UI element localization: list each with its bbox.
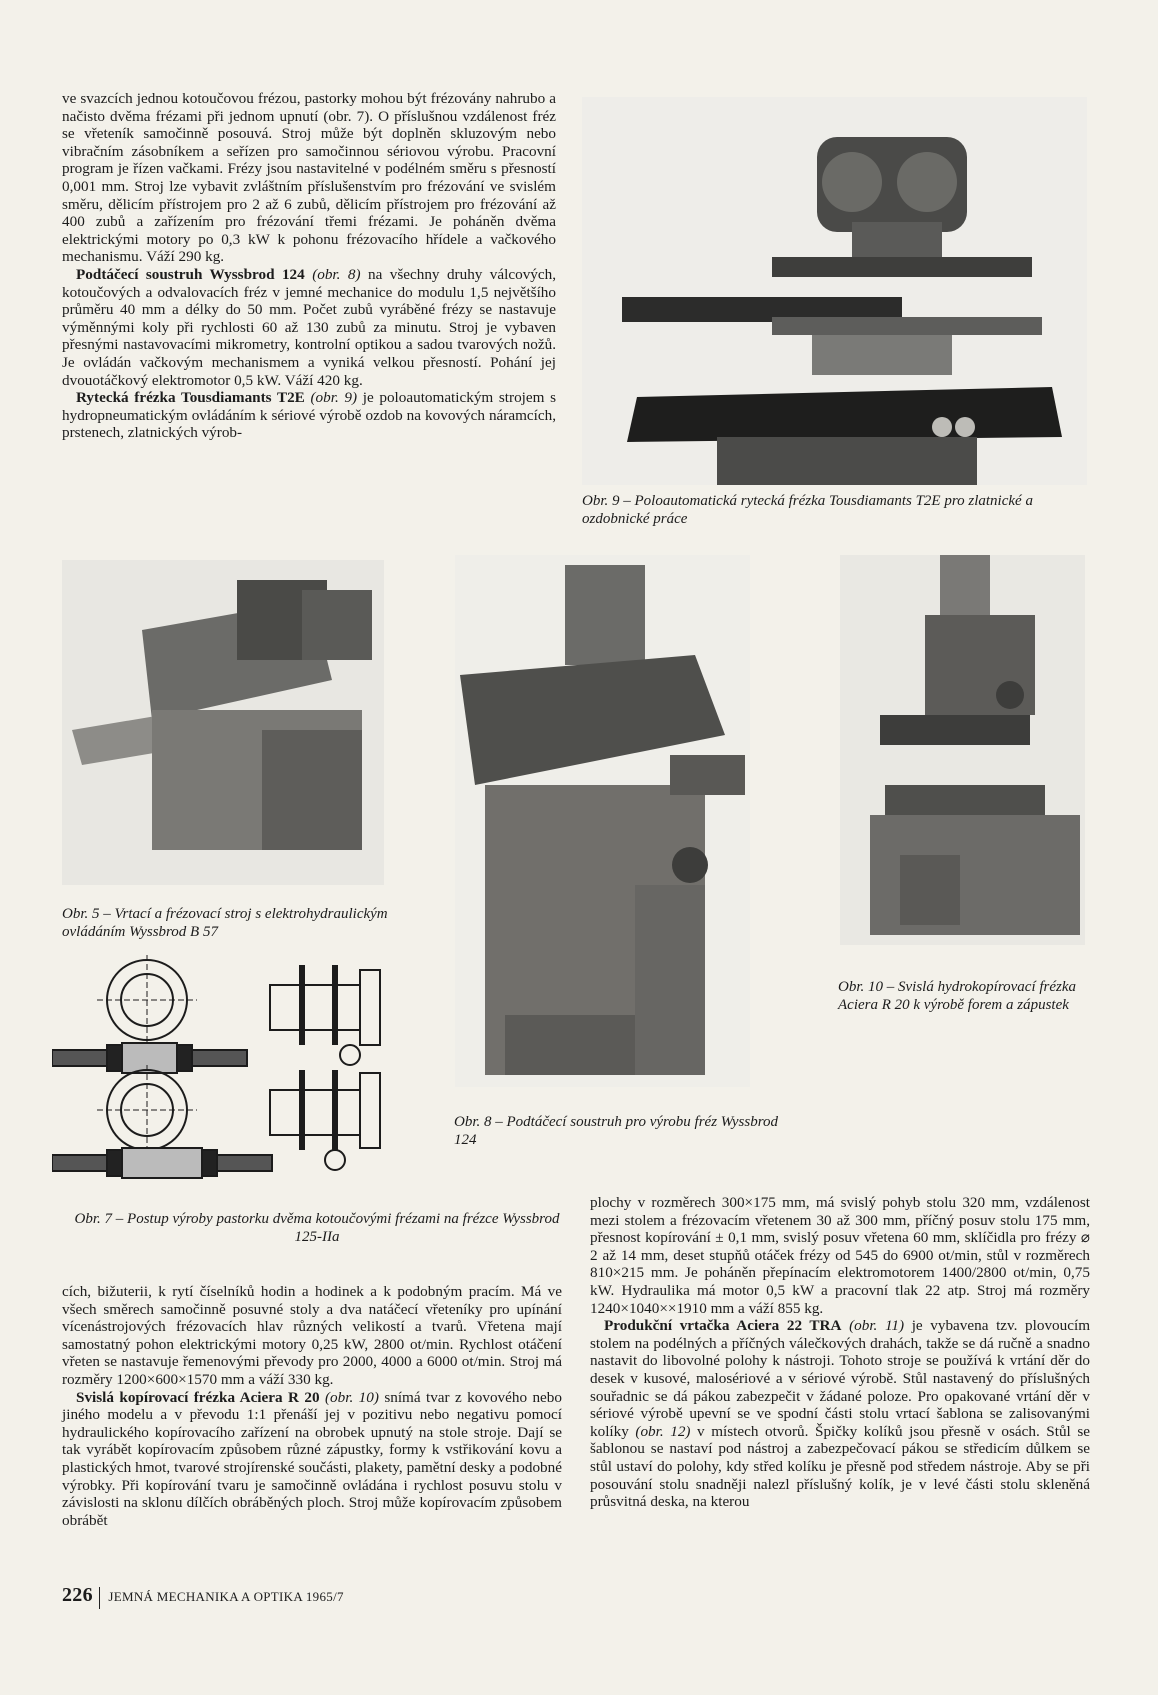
figure-reference: (obr. 11) [849,1317,905,1335]
journal-name: JEMNÁ MECHANIKA A OPTIKA 1965/7 [108,1589,344,1604]
paragraph: ve svazcích jednou kotoučovou frézou, pastorky mohou být frézovány nahrubo a načisto dvěma frézami při jednom upnutí (obr. 7). O příslušnou vzdálenost fréz se vřeteník samočinně posouvá. Stroj může být doplněn skluzovým nebo vibračním zásobníkem a seřízen pro samočinnou sériovou výrobu. Pracovní program je řízen vačkami. Frézy jsou nastavitelné v podélném směru s přesností 0,001 mm. Stroj lze vybavit zvláštním příslušenstvím pro frézování ve svislém směru, dělicím přístrojem pro 2 až 6 zubů, dělicím přístrojem pro frézování až 400 zubů a zařízením pro frézování třemi frézami. Je poháněn dvěma elektrickými motory po 0,3 kW k pohonu frézovacího hřídele a vačkového mechanismu. Váží 290 kg. [62,90,556,266]
figure-10-photo [840,555,1085,945]
figure-reference: (obr. 9) [310,389,358,407]
figure-7-caption: Obr. 7 – Postup výroby pastorku dvěma kotoučovými frézami na frézce Wyssbrod 125-IIa [74,1211,560,1245]
figure-10-caption: Obr. 10 – Svislá hydrokopírovací frézka Aciera R 20 k výrobě forem a zápustek [838,979,1077,1013]
paragraph [62,1389,562,1530]
figure-reference: (obr. 10) [324,1388,379,1406]
page-footer [62,1584,344,1609]
paragraph-body: je poloautomatickým strojem s hydropneumatickým ovládáním k sériové výrobě ozdob na kovových náramcích, prstenech, zlatnických výrob- [62,389,557,442]
figure-8-caption: Obr. 8 – Podtáčecí soustruh pro výrobu fréz Wyssbrod 124 [454,1114,779,1148]
paragraph: plochy v rozměrech 300×175 mm, má svislý pohyb stolu 320 mm, vzdálenost mezi stolem a frézovacím vřetenem 30 až 300 mm, příčný posuv stolu 175 mm, přesnost kopírování ± 0,1 mm, svislý posuv vřetena 60 mm, sklíčidla pro frézy ⌀ 2 až 14 mm, deset stupňů otáček frézy od 545 do 6900 ot/min, stůl v rozměrech 810×215 mm. Je poháněn přepínacím elektromotorem 1400/2800 ot/min, 0,75 kW. Hydraulika má motor 0,5 kW a pracovní tlak 22 atp. Stroj má rozměry 1240×1040××1910 mm a váží 855 kg. [590,1194,1090,1317]
page-number: 226 [62,1584,93,1606]
paragraph-body: na všechny druhy válcových, kotoučových a odvalovacích fréz v jemné mechanice do modulu 1,5 největšího průměru 40 mm a délky do 50 mm. Počet zubů vyráběné frézy se nastavuje výměnnými koly při rychlosti 60 až 130 zubů za minutu. Stroj je vybaven přesnými nastavovacími mikrometry, kontrolní optikou a sadou tvarových nožů. Je ovládán vačkovým mechanismem a vyniká velkou přesností. Pohání jej dvouotáčkový elektromotor 0,5 kW. Váží 420 kg. [62,265,557,389]
paragraph: cích, bižuterii, k rytí číselníků hodin a hodinek a k podobným pracím. Má ve všech směrech samočinně posuvné stoly a dva natáčecí vřeteníky pro upínání vícenástrojových frézovacích hlav různých velikostí a tvarů. Vřetena mají samostatný pohon elektrickými motory 0,25 kW, 2800 ot/min. Rychlost otáčení vřeten se nastavuje řemenovými převody pro 2000, 4000 a 6000 ot/min. Stroj má rozměry 1200×600×1570 mm a váží 330 kg. [62,1283,562,1388]
paragraph-body: je vybavena tzv. plovoucím stolem na podélných a příčných válečkových drahách, takže se dá ručně a snadno nastavit do libovolné polohy k nástroji. Tohoto stroje se používá k vrtání děr do desek v kusové, malosériové a v sériové výrobě. Stůl nastavený do příslušných souřadnic se dá pákou zabezpečit v žádané poloze. Pro opakované vrtání děr v sériové výrobě upevní se ve spodní části stolu vrtací šablona se zalisovanými kolíky [590,1317,1091,1440]
figure-5-photo [62,560,384,885]
figure-reference: (obr. 12) [635,1422,691,1440]
article-text-top [62,90,556,442]
machine-title: Podtáčecí soustruh Wyssbrod 124 [76,265,305,283]
paragraph-body: snímá tvar z kovového nebo jiného modelu a v převodu 1:1 přenáší jej v pozitivu nebo negativu pomocí hydraulického kopírovacího zařízení na obrobek upnutý na stole stroje. Dají se tak vyrábět kopírovacím způsobem různé zápustky, formy k vstřikování kovu a plastických hmot, tvarové strojírenské součásti, plakety, pamětní desky a podobné výrobky. Při kopírování tvaru je samočinně ovládána i rychlost posuvu stolu v závislosti na sklonu dílčích obráběných ploch. Stroj může kopírovacím způsobem obrábět [62,1388,562,1529]
machine-title: Produkční vrtačka Aciera 22 TRA [604,1317,842,1335]
article-text-bottom-left [62,1283,562,1529]
figure-reference: (obr. 8) [312,265,361,283]
paragraph [590,1317,1090,1511]
figure-9-photo [582,97,1087,485]
article-text-bottom-right [590,1194,1090,1511]
figure-9-caption: Obr. 9 – Poloautomatická rytecká frézka Tousdiamants T2E pro zlatnické a ozdobnické práce [582,493,1033,527]
paragraph-body: v místech otvorů. Špičky kolíků jsou přesně v osách. Stůl se šablonou se nastaví pod nástroj a zabezpečovací pákou se středicím důlkem se stůl ustaví do polohy, kdy střed kolíku je přesně pod středem nástroje. Aby se při posouvání stolu snadněji nalezl příslušný kolík, je v levé části stolu skleněná průsvitná deska, na kterou [590,1422,1090,1511]
figure-8-photo [455,555,750,1087]
footer-divider [99,1587,101,1609]
paragraph [62,389,556,442]
paragraph [62,266,556,389]
figure-5-caption: Obr. 5 – Vrtací a frézovací stroj s elektrohydraulickým ovládáním Wyssbrod B 57 [62,906,388,940]
figure-7-drawing [52,955,432,1187]
machine-title: Rytecká frézka Tousdiamants T2E [76,389,305,407]
machine-title: Svislá kopírovací frézka Aciera R 20 [76,1388,320,1406]
